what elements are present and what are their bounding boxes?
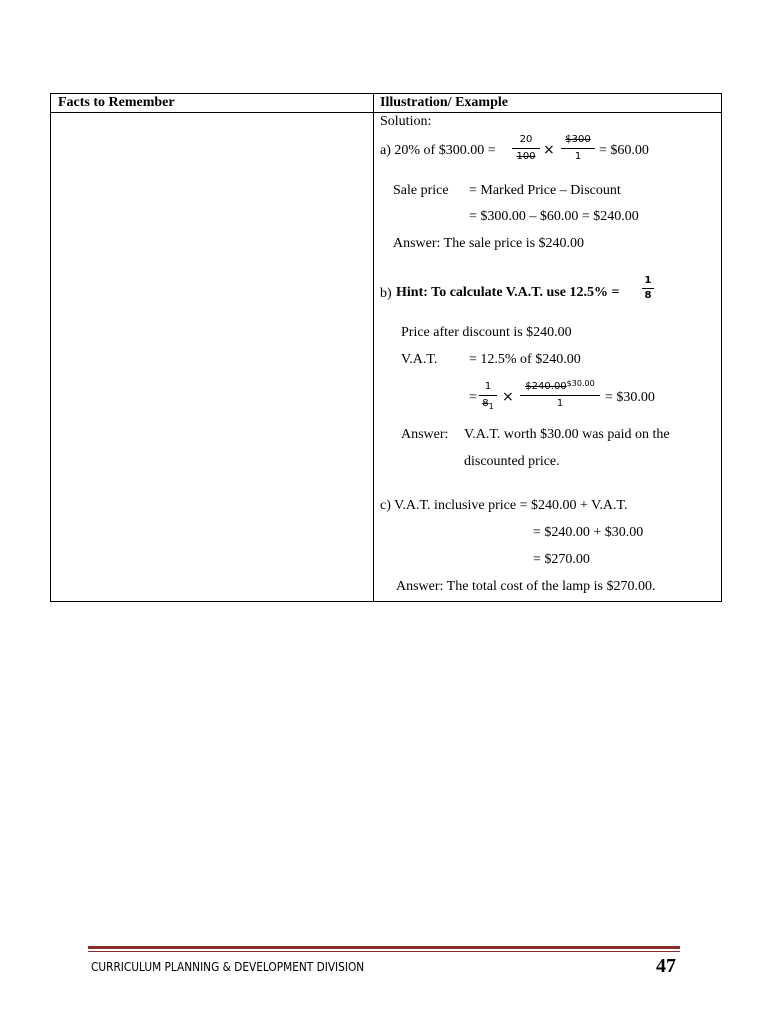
part-b-answer-line-2: discounted price. [464, 454, 560, 469]
footer-rule-thick [88, 946, 680, 949]
vat-fraction-1-denominator-reduced: 1 [488, 402, 494, 411]
part-c-line-1: c) V.A.T. inclusive price = $240.00 + V.A.T. [380, 498, 628, 513]
part-a-label: a) 20% of $300.00 = [380, 143, 496, 158]
part-a-result: = $60.00 [599, 143, 649, 158]
vat-fraction-2-numerator: $240.00 [525, 381, 567, 392]
part-b-answer-label: Answer: [401, 427, 449, 442]
footer-rule-thin [88, 951, 680, 952]
part-b-hint-denominator: 8 [644, 290, 652, 301]
vat-fraction-2-numerator-reduced: $30.00 [566, 379, 595, 388]
part-b-label: b) [380, 286, 392, 301]
part-a-fraction-2-numerator: $300 [561, 134, 595, 149]
vat-fraction-2 [520, 381, 600, 410]
part-a-fraction-2 [561, 134, 595, 163]
part-b-hint: Hint: To calculate V.A.T. use 12.5% = [396, 285, 620, 300]
part-a-fraction-1-denominator: 100 [516, 151, 536, 162]
page-number: 47 [656, 955, 676, 977]
solution-title: Solution: [380, 114, 432, 129]
vat-fraction-2-denominator: 1 [556, 398, 564, 409]
vat-label: V.A.T. [401, 352, 438, 367]
part-c-answer: Answer: The total cost of the lamp is $270.00. [396, 579, 656, 594]
part-a-fraction-1-numerator: 20 [512, 134, 540, 149]
vat-formula: = 12.5% of $240.00 [469, 352, 581, 367]
vat-fraction-1-numerator: 1 [479, 381, 497, 396]
header-facts-to-remember: Facts to Remember [58, 95, 175, 110]
vat-calc-equals: = [469, 390, 477, 405]
part-a-times-sign: × [543, 142, 555, 158]
sale-price-formula: = Marked Price – Discount [469, 183, 621, 198]
price-after-discount: Price after discount is $240.00 [401, 325, 572, 340]
part-a-fraction-2-denominator: 1 [574, 151, 582, 162]
part-b-answer-line-1: V.A.T. worth $30.00 was paid on the [464, 427, 670, 442]
part-a-answer: Answer: The sale price is $240.00 [393, 236, 585, 251]
part-b-hint-fraction [642, 275, 654, 302]
column-divider [373, 94, 374, 601]
sale-price-calculation: = $300.00 – $60.00 = $240.00 [469, 209, 639, 224]
vat-fraction-1 [479, 381, 497, 410]
part-c-line-2: = $240.00 + $30.00 [533, 525, 644, 540]
vat-result: = $30.00 [605, 390, 655, 405]
header-illustration-example: Illustration/ Example [380, 95, 508, 110]
vat-fraction-1-denominator: 8 [482, 398, 489, 409]
part-a-fraction-1 [512, 134, 540, 163]
sale-price-label: Sale price [393, 183, 449, 198]
part-c-line-3: = $270.00 [533, 552, 590, 567]
vat-times-sign: × [502, 389, 514, 405]
part-b-hint-numerator: 1 [642, 275, 654, 289]
footer-division-name: CURRICULUM PLANNING & DEVELOPMENT DIVISION [91, 960, 365, 974]
